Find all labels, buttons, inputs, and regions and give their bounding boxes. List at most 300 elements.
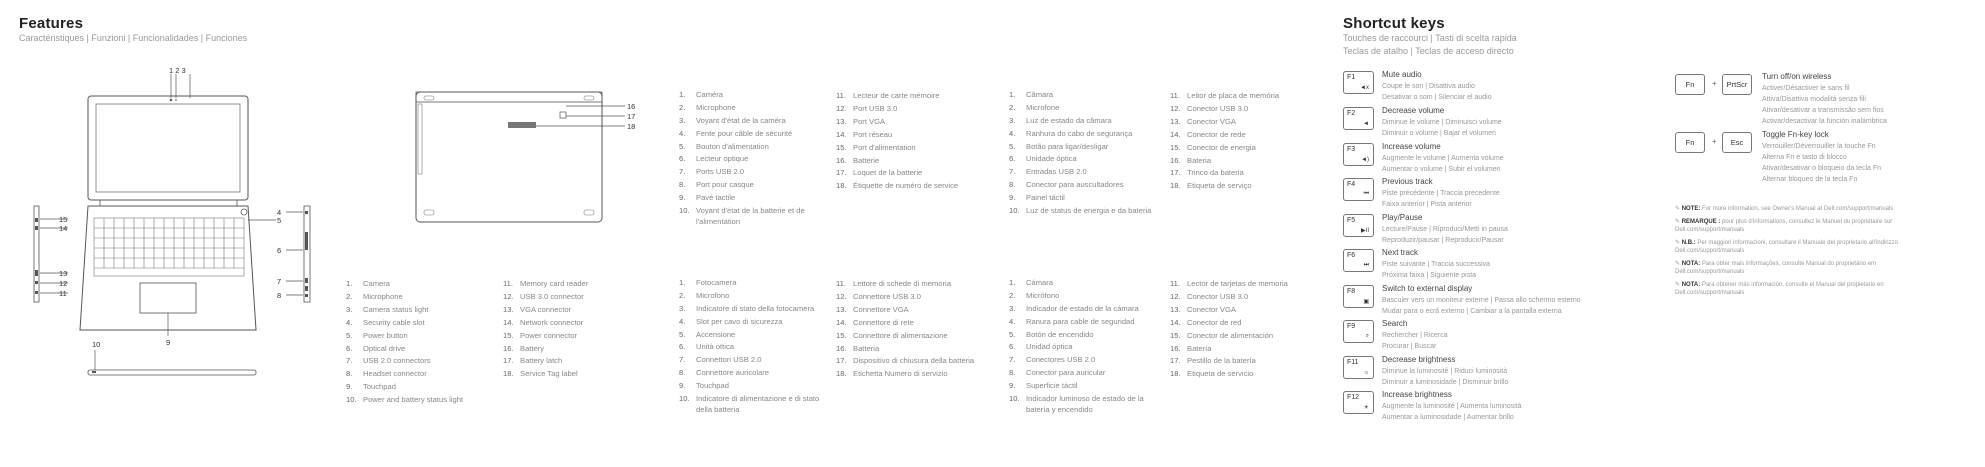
shortcut-translation: Diminue le volume | Diminuisci volume bbox=[1382, 119, 1502, 126]
feature-item bbox=[679, 368, 827, 379]
feature-number: 3. bbox=[1009, 115, 1016, 125]
shortcut-title: Decrease volume bbox=[1382, 106, 1445, 115]
features-list-es-1 bbox=[1009, 278, 1164, 417]
features-list-fr-1 bbox=[679, 90, 807, 229]
feature-item bbox=[679, 167, 807, 178]
feature-item bbox=[1009, 317, 1164, 328]
shortcut-translation: Coupe le son | Disattiva audio bbox=[1382, 83, 1475, 90]
feature-label: Connettore VGA bbox=[853, 304, 909, 314]
key-icon: ◄ bbox=[1363, 121, 1369, 127]
feature-number: 18. bbox=[1170, 181, 1181, 191]
feature-number: 9. bbox=[1009, 381, 1016, 391]
feature-number: 4. bbox=[679, 128, 686, 138]
feature-item bbox=[503, 278, 643, 291]
shortcut-translation: Rechercher | Ricerca bbox=[1382, 332, 1448, 339]
feature-label: Indicador de estado de la cámara bbox=[1026, 303, 1139, 313]
feature-number: 9. bbox=[1009, 193, 1016, 203]
callout-11: 11 bbox=[59, 289, 67, 298]
feature-label: Conector de rede bbox=[1187, 129, 1246, 139]
feature-label: Fotocamera bbox=[696, 278, 737, 287]
feature-label: Unidad óptica bbox=[1026, 342, 1073, 352]
feature-item bbox=[1009, 381, 1164, 392]
features-list-en-2 bbox=[503, 278, 643, 381]
callout-9: 9 bbox=[166, 338, 171, 347]
feature-label: Memory card reader bbox=[520, 279, 589, 288]
feature-label: Etichetta Numero di servizio bbox=[853, 369, 948, 379]
key-icon: ☀ bbox=[1363, 405, 1369, 411]
feature-label: Microfone bbox=[1026, 102, 1060, 112]
shortcut-title: Decrease brightness bbox=[1382, 355, 1456, 364]
feature-number: 5. bbox=[1009, 141, 1016, 151]
key-label: F8 bbox=[1347, 288, 1356, 295]
feature-item bbox=[679, 394, 827, 415]
callout-17: 17 bbox=[627, 112, 636, 121]
feature-item bbox=[1009, 278, 1164, 289]
feature-number: 12. bbox=[503, 291, 514, 301]
feature-number: 13. bbox=[1170, 116, 1181, 126]
feature-item bbox=[836, 278, 1001, 291]
note-label: NOTA: bbox=[1681, 281, 1701, 288]
feature-number: 11. bbox=[503, 279, 513, 288]
note bbox=[1675, 281, 1935, 298]
callout-4: 4 bbox=[277, 208, 282, 217]
feature-item bbox=[836, 90, 971, 103]
shortcut-translation: Diminue la luminosité | Riduci luminosità bbox=[1382, 368, 1508, 375]
shortcut-translation: Piste précédente | Traccia precedente bbox=[1382, 190, 1500, 197]
function-key bbox=[1343, 356, 1374, 379]
feature-number: 3. bbox=[346, 304, 353, 314]
feature-number: 9. bbox=[679, 193, 686, 203]
feature-number: 4. bbox=[1009, 316, 1016, 326]
function-key bbox=[1343, 285, 1374, 308]
feature-item bbox=[346, 330, 486, 343]
feature-label: Accensione bbox=[696, 329, 736, 339]
feature-label: Ports USB 2.0 bbox=[696, 167, 745, 177]
feature-number: 17. bbox=[1170, 168, 1181, 178]
callout-7: 7 bbox=[277, 277, 282, 286]
combo-translation: Ativar/desativar o bloqueio da tecla Fn bbox=[1762, 165, 1882, 172]
feature-item bbox=[1170, 343, 1320, 356]
feature-number: 8. bbox=[679, 180, 686, 190]
feature-number: 6. bbox=[1009, 154, 1016, 164]
feature-number: 4. bbox=[679, 316, 686, 326]
key-icon: ⏭ bbox=[1363, 262, 1369, 268]
key-label: F9 bbox=[1347, 323, 1356, 330]
feature-label: Conector USB 3.0 bbox=[1187, 291, 1249, 301]
feature-number: 17. bbox=[503, 356, 514, 366]
feature-label: Ranhura do cabo de segurança bbox=[1026, 128, 1133, 138]
feature-number: 3. bbox=[679, 115, 686, 125]
feature-item bbox=[503, 343, 643, 356]
feature-number: 11. bbox=[1170, 91, 1180, 100]
feature-item bbox=[1009, 90, 1159, 101]
shortcut-translation: Reproduzir/pausar | Reproducir/Pausar bbox=[1382, 237, 1504, 244]
feature-label: Camera bbox=[363, 279, 391, 288]
feature-number: 15. bbox=[836, 142, 847, 152]
feature-label: Botão para ligar/desligar bbox=[1026, 141, 1109, 151]
feature-number: 3. bbox=[1009, 303, 1016, 313]
note-label: N.B.: bbox=[1681, 239, 1696, 246]
combo-translation: Activar/desactivar la función inalámbrica bbox=[1762, 118, 1887, 125]
feature-number: 8. bbox=[1009, 368, 1016, 378]
feature-number: 14. bbox=[503, 317, 514, 327]
note-icon: ✎ bbox=[1675, 206, 1682, 212]
feature-label: Voyant d'état de la caméra bbox=[696, 115, 786, 125]
feature-label: Camera status light bbox=[363, 304, 429, 314]
feature-item bbox=[1170, 304, 1320, 317]
feature-item bbox=[836, 167, 971, 180]
feature-label: Conector VGA bbox=[1187, 304, 1236, 314]
feature-label: Conector de red bbox=[1187, 317, 1242, 327]
feature-label: Port d'alimentation bbox=[853, 142, 916, 152]
combo-translation: Alterna Fn e tasto di blocco bbox=[1762, 154, 1847, 161]
feature-item bbox=[1170, 278, 1320, 291]
feature-number: 17. bbox=[836, 168, 847, 178]
feature-label: Network connector bbox=[520, 317, 584, 327]
combo-title: Turn off/on wireless bbox=[1762, 72, 1832, 81]
feature-item bbox=[1009, 180, 1159, 191]
feature-item bbox=[1170, 103, 1310, 116]
callout-5: 5 bbox=[277, 216, 282, 225]
feature-label: Fente pour câble de sécurité bbox=[696, 128, 793, 138]
feature-number: 6. bbox=[679, 342, 686, 352]
shortcut-title: Increase brightness bbox=[1382, 390, 1452, 399]
note-text: Para obtener más información, consulte el Manual del propietario en Dell.com/support/manuals bbox=[1675, 281, 1884, 296]
feature-number: 7. bbox=[679, 167, 686, 177]
note bbox=[1675, 260, 1935, 277]
callout-6: 6 bbox=[277, 246, 282, 255]
feature-label: Connettore USB 3.0 bbox=[853, 291, 921, 301]
feature-label: Etiqueta de serviço bbox=[1187, 181, 1252, 191]
shortcut-title: Play/Pause bbox=[1382, 213, 1423, 222]
note-text: pour plus d'informations, consultez le Manuel du propriétaire sur Dell.com/support/manuals bbox=[1675, 218, 1893, 233]
feature-number: 16. bbox=[836, 155, 847, 165]
feature-item bbox=[1170, 317, 1320, 330]
feature-item bbox=[836, 180, 971, 193]
feature-number: 8. bbox=[346, 369, 353, 379]
feature-item bbox=[1170, 129, 1310, 142]
key-icon: ◄) bbox=[1361, 157, 1369, 163]
feature-number: 12. bbox=[1170, 103, 1181, 113]
combo-translation: Ativar/desativar a transmissão sem fios bbox=[1762, 107, 1884, 114]
feature-item bbox=[679, 330, 827, 341]
feature-item bbox=[679, 116, 807, 127]
notes bbox=[1675, 205, 1935, 302]
feature-item bbox=[503, 330, 643, 343]
feature-item bbox=[679, 129, 807, 140]
note bbox=[1675, 218, 1935, 235]
combo-key: PrtScr bbox=[1722, 74, 1752, 95]
feature-item bbox=[679, 193, 807, 204]
callout-18: 18 bbox=[627, 122, 636, 131]
key-icon: ☼ bbox=[1363, 370, 1369, 376]
feature-item bbox=[679, 342, 827, 353]
feature-label: Conector VGA bbox=[1187, 116, 1236, 126]
callout-12: 12 bbox=[59, 279, 68, 288]
key-icon: ⏮ bbox=[1363, 191, 1369, 197]
feature-item bbox=[1009, 154, 1159, 165]
feature-number: 16. bbox=[1170, 343, 1181, 353]
callout-8: 8 bbox=[277, 291, 282, 300]
feature-item bbox=[346, 355, 486, 368]
feature-number: 14. bbox=[1170, 129, 1181, 139]
feature-item bbox=[1009, 167, 1159, 178]
feature-number: 5. bbox=[346, 330, 353, 340]
feature-item bbox=[346, 343, 486, 356]
feature-label: Microphone bbox=[363, 291, 403, 301]
key-label: F3 bbox=[1347, 146, 1356, 153]
feature-number: 4. bbox=[1009, 128, 1016, 138]
feature-item bbox=[836, 304, 1001, 317]
feature-number: 1. bbox=[346, 279, 353, 288]
fn-key: Fn bbox=[1675, 132, 1705, 153]
feature-label: Lecteur optique bbox=[696, 154, 749, 164]
function-key bbox=[1343, 320, 1374, 343]
feature-label: Luz de status de energia e da bateria bbox=[1026, 206, 1152, 216]
key-icon: ◄x bbox=[1360, 85, 1369, 91]
feature-label: Batteria bbox=[853, 343, 880, 353]
feature-label: Power and battery status light bbox=[363, 395, 464, 405]
function-key bbox=[1343, 143, 1374, 166]
feature-item bbox=[836, 368, 1001, 381]
feature-number: 1. bbox=[679, 90, 686, 99]
combo-translation: Verrouiller/Déverrouiller la touche Fn bbox=[1762, 143, 1876, 150]
shortcut-translation: Diminuir a luminosidade | Disminuir brillo bbox=[1382, 379, 1509, 386]
note-icon: ✎ bbox=[1675, 218, 1682, 225]
feature-number: 2. bbox=[1009, 102, 1016, 112]
features-subtitle: Caractéristiques | Funzioni | Funcionalidades | Funciones bbox=[19, 33, 248, 43]
feature-label: Bouton d'alimentation bbox=[696, 141, 769, 151]
feature-item bbox=[346, 304, 486, 317]
feature-number: 2. bbox=[1009, 290, 1016, 300]
feature-item bbox=[836, 343, 1001, 356]
feature-number: 18. bbox=[836, 369, 847, 379]
feature-item bbox=[679, 291, 827, 302]
feature-label: Connettore di rete bbox=[853, 317, 914, 327]
feature-number: 13. bbox=[503, 304, 514, 314]
feature-number: 16. bbox=[836, 343, 847, 353]
note-text: Para obter mais informações, consulte Manual do proprietário em Dell.com/support/manuals bbox=[1675, 260, 1877, 275]
feature-label: Power connector bbox=[520, 330, 577, 340]
feature-number: 5. bbox=[679, 329, 686, 339]
feature-label: USB 3.0 connector bbox=[520, 291, 584, 301]
feature-label: Luz de estado da câmara bbox=[1026, 115, 1112, 125]
callout-15: 15 bbox=[59, 215, 68, 224]
feature-label: Loquet de la batterie bbox=[853, 168, 923, 178]
feature-label: Pestillo de la batería bbox=[1187, 356, 1256, 366]
feature-label: Lector de tarjetas de memoria bbox=[1187, 279, 1288, 288]
feature-number: 8. bbox=[679, 368, 686, 378]
feature-number: 2. bbox=[679, 290, 686, 300]
note bbox=[1675, 205, 1935, 214]
feature-number: 15. bbox=[503, 330, 514, 340]
feature-label: Cámara bbox=[1026, 278, 1054, 287]
feature-number: 10. bbox=[679, 206, 690, 216]
feature-label: Port réseau bbox=[853, 129, 893, 139]
features-title: Features bbox=[19, 15, 84, 32]
shortcut-subtitle-2: Teclas de atalho | Teclas de acceso directo bbox=[1343, 46, 1514, 56]
shortcut-translation: Aumentar o volume | Subir el volumen bbox=[1382, 166, 1501, 173]
feature-item bbox=[679, 180, 807, 191]
feature-item bbox=[836, 317, 1001, 330]
feature-item bbox=[679, 206, 807, 227]
callout-13: 13 bbox=[59, 269, 68, 278]
feature-label: Power button bbox=[363, 330, 408, 340]
feature-item bbox=[836, 116, 971, 129]
feature-number: 7. bbox=[1009, 167, 1016, 177]
feature-number: 14. bbox=[836, 317, 847, 327]
feature-label: Security cable slot bbox=[363, 317, 425, 327]
key-label: F1 bbox=[1347, 74, 1356, 81]
feature-item bbox=[1009, 342, 1164, 353]
feature-item bbox=[679, 278, 827, 289]
feature-item bbox=[1170, 116, 1310, 129]
feature-label: Batterie bbox=[853, 155, 880, 165]
feature-item bbox=[679, 304, 827, 315]
key-label: F2 bbox=[1347, 110, 1356, 117]
feature-label: Touchpad bbox=[696, 381, 729, 391]
combo-translation: Alternar bloqueo de la tecla Fn bbox=[1762, 176, 1858, 183]
feature-item bbox=[1009, 330, 1164, 341]
feature-number: 7. bbox=[346, 356, 353, 366]
feature-number: 1. bbox=[1009, 278, 1016, 287]
feature-label: Bateria bbox=[1187, 155, 1212, 165]
feature-number: 12. bbox=[1170, 291, 1181, 301]
feature-number: 6. bbox=[346, 343, 353, 353]
feature-item bbox=[679, 142, 807, 153]
key-label: F4 bbox=[1347, 181, 1356, 188]
function-key bbox=[1343, 178, 1374, 201]
feature-item bbox=[1009, 394, 1164, 415]
feature-label: Indicatore di alimentazione e di stato della batteria bbox=[696, 394, 820, 414]
feature-label: Lecteur de carte mémoire bbox=[853, 91, 940, 100]
feature-number: 10. bbox=[1009, 394, 1020, 404]
feature-item bbox=[679, 355, 827, 366]
feature-item bbox=[679, 317, 827, 328]
shortcut-title: Switch to external display bbox=[1382, 284, 1473, 293]
feature-label: Battery bbox=[520, 343, 545, 353]
feature-item bbox=[836, 103, 971, 116]
feature-label: Connettori USB 2.0 bbox=[696, 355, 762, 365]
feature-number: 12. bbox=[836, 291, 847, 301]
feature-label: Conector USB 3.0 bbox=[1187, 103, 1249, 113]
shortcut-translation: Diminuir o volume | Bajar el volumen bbox=[1382, 130, 1496, 137]
combo-title: Toggle Fn-key lock bbox=[1762, 130, 1829, 139]
function-key bbox=[1343, 391, 1374, 414]
feature-item bbox=[503, 368, 643, 381]
feature-item bbox=[346, 291, 486, 304]
feature-label: USB 2.0 connectors bbox=[363, 356, 431, 366]
function-key bbox=[1343, 71, 1374, 94]
feature-label: Ranura para cable de seguridad bbox=[1026, 316, 1135, 326]
feature-item bbox=[503, 355, 643, 368]
feature-number: 13. bbox=[836, 116, 847, 126]
callout-16: 16 bbox=[627, 102, 636, 111]
feature-label: Conector para auscultadores bbox=[1026, 180, 1124, 190]
feature-item bbox=[836, 142, 971, 155]
shortcut-translation: Faixa anterior | Pista anterior bbox=[1382, 201, 1472, 208]
feature-item bbox=[836, 355, 1001, 368]
feature-label: Conectores USB 2.0 bbox=[1026, 355, 1096, 365]
feature-number: 9. bbox=[679, 381, 686, 391]
function-key bbox=[1343, 214, 1374, 237]
feature-label: Unità ottica bbox=[696, 342, 734, 352]
feature-label: Trinco da bateria bbox=[1187, 168, 1244, 178]
feature-item bbox=[836, 291, 1001, 304]
feature-item bbox=[1009, 304, 1164, 315]
feature-number: 11. bbox=[836, 279, 846, 288]
feature-number: 8. bbox=[1009, 180, 1016, 190]
key-label: F6 bbox=[1347, 252, 1356, 259]
feature-item bbox=[346, 368, 486, 381]
feature-label: Conector de alimentación bbox=[1187, 330, 1274, 340]
features-list-pt-2 bbox=[1170, 90, 1310, 193]
feature-number: 18. bbox=[503, 369, 514, 379]
feature-label: Port USB 3.0 bbox=[853, 103, 898, 113]
feature-label: Battery latch bbox=[520, 356, 563, 366]
feature-number: 5. bbox=[679, 141, 686, 151]
feature-label: Conector de energia bbox=[1187, 142, 1256, 152]
feature-number: 13. bbox=[836, 304, 847, 314]
shortcut-title: Increase volume bbox=[1382, 142, 1441, 151]
callout-10: 10 bbox=[92, 340, 101, 349]
feature-item bbox=[1009, 355, 1164, 366]
feature-number: 12. bbox=[836, 103, 847, 113]
feature-label: Indicatore di stato della fotocamera bbox=[696, 303, 815, 313]
feature-item bbox=[346, 278, 486, 291]
feature-number: 15. bbox=[1170, 330, 1181, 340]
shortcut-title: Mute audio bbox=[1382, 70, 1422, 79]
key-icon: ▣ bbox=[1363, 299, 1369, 305]
feature-label: Indicador luminoso de estado de la batería y encendido bbox=[1026, 394, 1144, 414]
shortcut-translation: Próxima faixa | Siguiente pista bbox=[1382, 272, 1477, 279]
feature-item bbox=[1009, 103, 1159, 114]
feature-item bbox=[1009, 206, 1159, 217]
features-list-it-1 bbox=[679, 278, 827, 417]
note-text: Per maggiori informazioni, consultare il Manuale del proprietario all'indirizzo Dell.com/support/manuals bbox=[1675, 239, 1898, 254]
feature-item bbox=[346, 317, 486, 330]
feature-label: Dispositivo di chiusura della batteria bbox=[853, 356, 975, 366]
feature-number: 1. bbox=[679, 278, 686, 287]
feature-label: Headset connector bbox=[363, 369, 427, 379]
feature-number: 3. bbox=[679, 303, 686, 313]
feature-label: Caméra bbox=[696, 90, 724, 99]
shortcut-translation: Augmente la luminosité | Aumenta luminosità bbox=[1382, 403, 1522, 410]
shortcut-title: Previous track bbox=[1382, 177, 1433, 186]
feature-item bbox=[836, 155, 971, 168]
feature-number: 7. bbox=[679, 355, 686, 365]
feature-item bbox=[346, 394, 486, 407]
shortcut-translation: Piste suivante | Traccia successiva bbox=[1382, 261, 1491, 268]
feature-label: Connettore di alimentazione bbox=[853, 330, 948, 340]
note-label: REMARQUE : bbox=[1681, 218, 1721, 225]
key-label: F11 bbox=[1347, 359, 1359, 366]
feature-label: Voyant d'état de la batterie et de l'alimentation bbox=[696, 206, 805, 226]
feature-item bbox=[1170, 355, 1320, 368]
feature-number: 16. bbox=[503, 343, 514, 353]
shortcut-translation: Procurar | Buscar bbox=[1382, 343, 1437, 350]
feature-label: Leitor de placa de memória bbox=[1187, 91, 1280, 100]
shortcut-translation: Aumentar a luminosidade | Aumentar brillo bbox=[1382, 414, 1514, 421]
feature-label: Étiquette de numéro de service bbox=[853, 181, 959, 191]
feature-label: Pavé tactile bbox=[696, 193, 736, 203]
feature-number: 18. bbox=[1170, 369, 1181, 379]
feature-item bbox=[1170, 90, 1310, 103]
feature-number: 14. bbox=[836, 129, 847, 139]
features-list-pt-1 bbox=[1009, 90, 1159, 219]
feature-label: Batería bbox=[1187, 343, 1212, 353]
feature-number: 10. bbox=[1009, 206, 1020, 216]
